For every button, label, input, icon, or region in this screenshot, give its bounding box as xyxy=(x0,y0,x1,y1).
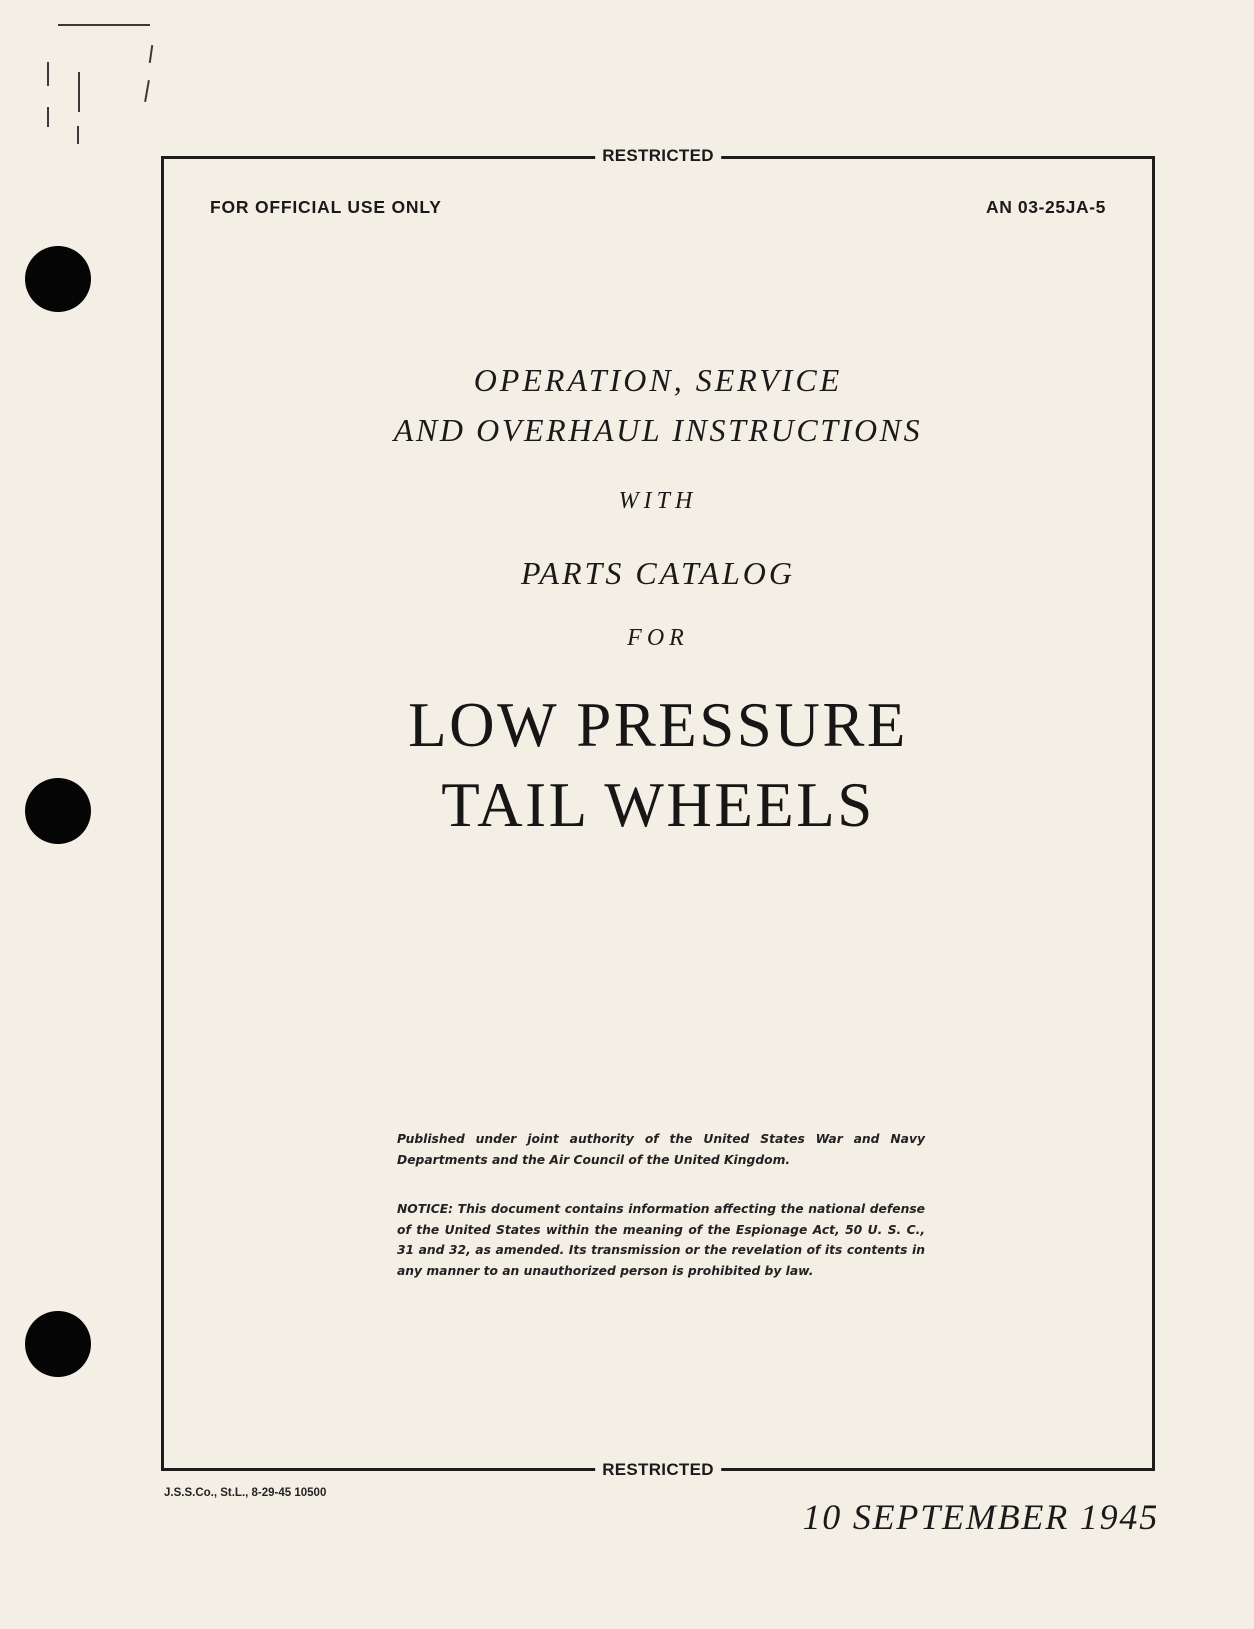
notice-paragraph: NOTICE: This document contains information affecting the national defense of the United States within the meaning of the Espionage Act, 50 U. S. C., 31 and 32, as amended. Its transmission or the revelation of its contents in any manner to an unauthorized person is prohibited by law. xyxy=(397,1202,925,1278)
scan-mark xyxy=(144,80,150,102)
main-title-line-1: LOW PRESSURE xyxy=(408,690,908,760)
page-frame xyxy=(161,146,1155,1479)
scan-mark xyxy=(78,72,80,112)
title-line-4: PARTS CATALOG xyxy=(521,555,795,591)
scan-mark xyxy=(47,62,49,86)
restricted-banner-bottom: RESTRICTED xyxy=(595,1460,721,1480)
title-line-1: OPERATION, SERVICE xyxy=(473,362,843,398)
binder-hole-top xyxy=(25,246,91,312)
restricted-banner-top: RESTRICTED xyxy=(595,146,721,166)
scan-mark xyxy=(47,107,49,127)
title-line-3: WITH xyxy=(618,488,698,514)
printer-imprint: J.S.S.Co., St.L., 8-29-45 10500 xyxy=(164,1487,327,1499)
title-line-2: AND OVERHAUL INSTRUCTIONS xyxy=(393,412,923,448)
official-use-label: FOR OFFICIAL USE ONLY xyxy=(210,197,442,217)
binder-hole-bottom xyxy=(25,1311,91,1377)
main-title-line-2: TAIL WHEELS xyxy=(441,770,875,840)
authority-paragraph: Published under joint authority of the United States War and Navy Departments and the Air Council of the United Kingdom. xyxy=(397,1132,925,1167)
scan-mark xyxy=(149,45,153,63)
title-line-5: FOR xyxy=(627,625,689,651)
binder-hole-middle xyxy=(25,778,91,844)
scan-mark xyxy=(77,126,79,144)
scan-mark xyxy=(58,24,150,26)
document-number: AN 03-25JA-5 xyxy=(985,197,1106,217)
publication-date: 10 SEPTEMBER 1945 xyxy=(802,1497,1159,1537)
